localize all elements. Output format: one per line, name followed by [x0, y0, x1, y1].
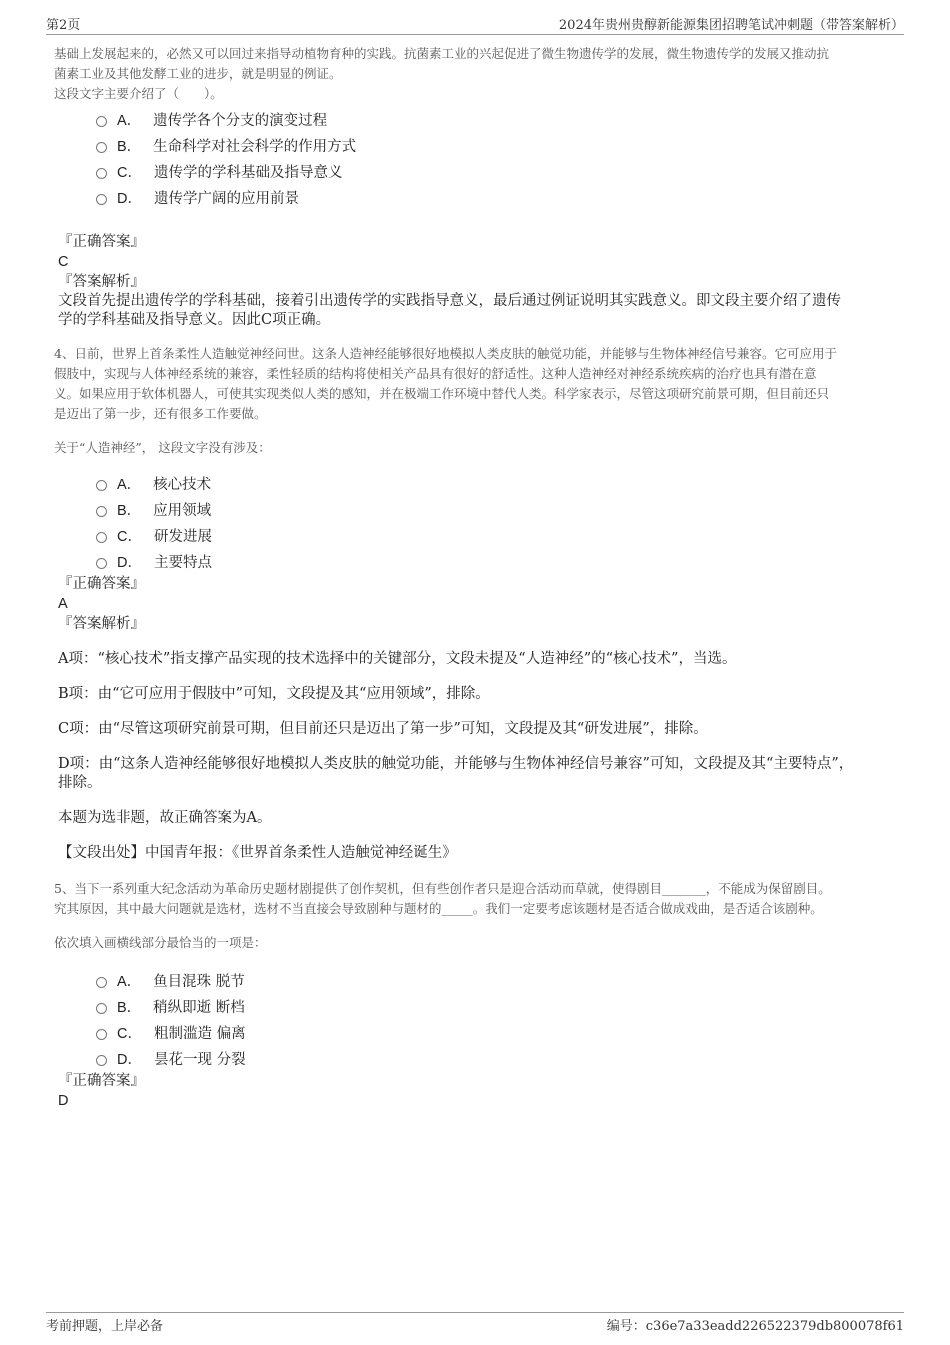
source-citation: 【文段出处】中国青年报：《世界首条柔性人造触觉神经诞生》	[58, 845, 457, 861]
analysis-label: 『答案解析』	[58, 616, 145, 632]
question-prompt: 这段文字主要介绍了（ ）。	[54, 86, 223, 101]
correct-answer: D	[58, 1093, 69, 1109]
analysis-text: 学的学科基础及指导意义。因此C项正确。	[58, 312, 331, 328]
option-list	[96, 470, 896, 574]
question-stem: 是迈出了第一步，还有很多工作要做。	[54, 406, 267, 421]
document-code: 编号：c36e7a33eadd226522379db800078f61	[606, 1319, 904, 1334]
correct-answer: C	[58, 254, 69, 270]
radio-icon[interactable]	[96, 194, 107, 205]
radio-icon[interactable]	[96, 1003, 107, 1014]
question-stem: 5、当下一系列重大纪念活动为革命历史题材剧提供了创作契机，但有些创作者只是迎合活动而草就，使得剧目_______，不能成为保留剧目。	[54, 881, 831, 896]
option-d[interactable]: D． 遗传学广阔的应用前景	[96, 184, 896, 210]
radio-icon[interactable]	[96, 1029, 107, 1040]
question-stem: 究其原因，其中最大问题就是选材，选材不当直接会导致剧种与题材的_____。我们一定要考虑该题材是否适合做成戏曲，是否适合该剧种。	[54, 901, 823, 916]
option-list	[96, 106, 896, 210]
question-stem: 假肢中，实现与人体神经系统的兼容，柔性轻质的结构将使相关产品具有很好的舒适性。这种人造神经对神经系统疾病的治疗也具有潜在意	[54, 366, 817, 381]
explanation-b: B项：由“它可应用于假肢中”可知，文段提及其“应用领域”，排除。	[58, 686, 490, 702]
option-c[interactable]: C． 粗制滥造 偏离	[96, 1019, 896, 1045]
question-3	[54, 44, 896, 330]
passage-line: 基础上发展起来的，必然又可以回过来指导动植物育种的实践。抗菌素工业的兴起促进了微生物遗传学的发展，微生物遗传学的发展又推动抗	[54, 46, 830, 61]
analysis-label: 『答案解析』	[58, 274, 145, 290]
question-prompt: 关于“人造神经”， 这段文字没有涉及：	[54, 440, 271, 455]
explanation-a: A项：“核心技术”指支撑产品实现的技术选择中的关键部分，文段未提及“人造神经”的“核心技术”，当选。	[58, 651, 737, 667]
explanation-d: 排除。	[58, 775, 102, 791]
explanation-d: D项：由“这条人造神经能够很好地模拟人类皮肤的触觉功能，并能够与生物体神经信号兼容”可知，文段提及其“主要特点”，	[58, 756, 854, 772]
answer-label: 『正确答案』	[58, 576, 145, 592]
radio-icon[interactable]	[96, 142, 107, 153]
option-a[interactable]: A． 鱼目混珠 脱节	[96, 967, 896, 993]
radio-icon[interactable]	[96, 558, 107, 569]
footer-slogan: 考前押题，上岸必备	[46, 1319, 164, 1334]
question-5	[54, 879, 896, 1111]
explanation-c: C项：由“尽管这项研究前景可期，但目前还只是迈出了第一步”可知，文段提及其“研发进展”，排除。	[58, 721, 708, 737]
document-body	[54, 44, 896, 1111]
page-header	[46, 14, 904, 35]
question-stem: 4、日前，世界上首条柔性人造触觉神经问世。这条人造神经能够很好地模拟人类皮肤的触觉功能，并能够与生物体神经信号兼容。它可应用于	[54, 346, 837, 361]
option-a[interactable]: A． 核心技术	[96, 470, 896, 496]
page-number: 第2页	[46, 18, 81, 33]
question-stem: 义。如果应用于软体机器人，可使其实现类似人类的感知，并在极端工作环境中替代人类。科学家表示，尽管这项研究前景可期，但目前还只	[54, 386, 830, 401]
radio-icon[interactable]	[96, 1055, 107, 1066]
document-title: 2024年贵州贵醇新能源集团招聘笔试冲刺题（带答案解析）	[558, 18, 904, 33]
option-c[interactable]: C． 遗传学的学科基础及指导意义	[96, 158, 896, 184]
option-c[interactable]: C． 研发进展	[96, 522, 896, 548]
radio-icon[interactable]	[96, 116, 107, 127]
question-4	[54, 344, 896, 863]
option-b[interactable]: B． 稍纵即逝 断档	[96, 993, 896, 1019]
option-b[interactable]: B． 生命科学对社会科学的作用方式	[96, 132, 896, 158]
page-footer	[46, 1312, 904, 1334]
answer-label: 『正确答案』	[58, 1073, 145, 1089]
question-prompt: 依次填入画横线部分最恰当的一项是：	[54, 935, 267, 950]
radio-icon[interactable]	[96, 977, 107, 988]
passage-line: 菌素工业及其他发酵工业的进步，就是明显的例证。	[54, 66, 342, 81]
analysis-text: 文段首先提出遗传学的学科基础，接着引出遗传学的实践指导意义，最后通过例证说明其实践意义。即文段主要介绍了遗传	[58, 293, 841, 309]
option-list	[96, 967, 896, 1071]
option-d[interactable]: D． 昙花一现 分裂	[96, 1045, 896, 1071]
conclusion: 本题为选非题，故正确答案为A。	[58, 810, 272, 826]
answer-label: 『正确答案』	[58, 234, 145, 250]
radio-icon[interactable]	[96, 168, 107, 179]
radio-icon[interactable]	[96, 480, 107, 491]
radio-icon[interactable]	[96, 532, 107, 543]
option-d[interactable]: D． 主要特点	[96, 548, 896, 574]
radio-icon[interactable]	[96, 506, 107, 517]
correct-answer: A	[58, 596, 68, 612]
option-b[interactable]: B． 应用领域	[96, 496, 896, 522]
option-a[interactable]: A． 遗传学各个分支的演变过程	[96, 106, 896, 132]
